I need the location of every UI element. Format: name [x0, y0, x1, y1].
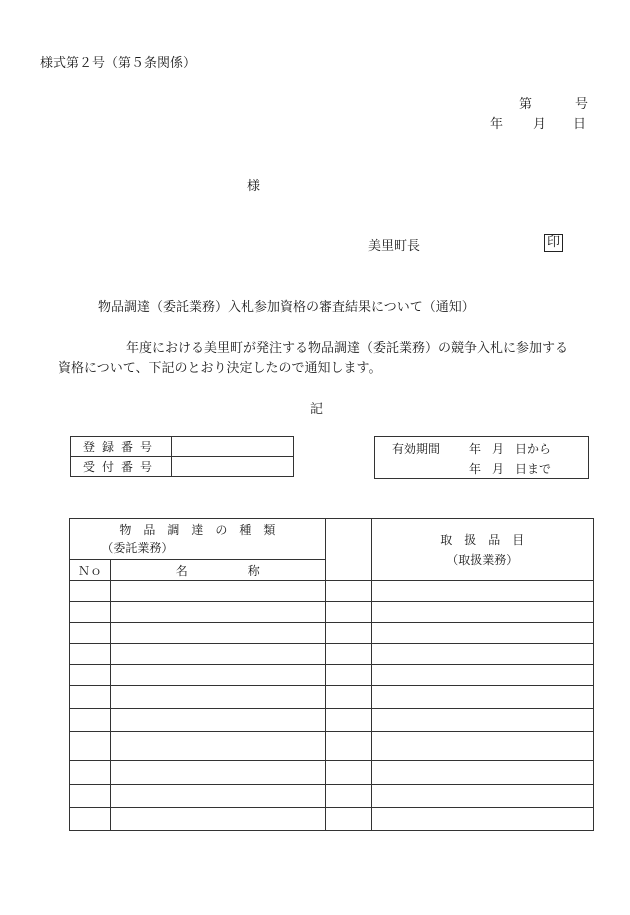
- registration-table: [70, 436, 294, 477]
- table-row: [70, 644, 594, 665]
- table-row: [70, 665, 594, 686]
- date-year: 年: [490, 117, 504, 132]
- ki-heading: 記: [310, 402, 324, 417]
- table-row: [70, 602, 594, 623]
- handling-header-cell: [371, 519, 593, 581]
- table-row: [70, 686, 594, 709]
- reception-number-value: [172, 457, 294, 477]
- date-month: 月: [533, 117, 547, 132]
- body-line-2: 資格について、下記のとおり決定したので通知します。: [58, 361, 382, 376]
- validity-label: 有効期間: [392, 442, 441, 456]
- registration-number-label: 登録番号: [71, 437, 172, 457]
- issuer-title: 美里町長: [368, 239, 421, 254]
- table-row: [70, 785, 594, 808]
- validity-from-year: 年: [469, 442, 482, 456]
- procurement-table: [69, 518, 594, 831]
- validity-to-year: 年: [469, 462, 482, 476]
- category-header: 物 品 調 達 の 種 類: [119, 523, 276, 537]
- name-header: 名 称: [110, 560, 325, 581]
- table-row: [70, 581, 594, 602]
- date-day: 日: [573, 117, 587, 132]
- validity-from-suffix: 日から: [515, 442, 552, 456]
- blank-header-cell: [325, 519, 371, 581]
- registration-number-value: [172, 437, 294, 457]
- body-line-1: 年度における美里町が発注する物品調達（委託業務）の競争入札に参加する: [126, 341, 569, 356]
- table-row: [70, 761, 594, 785]
- table-row: [70, 808, 594, 831]
- subject-title: 物品調達（委託業務）入札参加資格の審査結果について（通知）: [98, 300, 475, 315]
- form-number: 様式第２号（第５条関係）: [40, 56, 197, 71]
- category-header-cell: [70, 519, 326, 560]
- validity-to-month: 月: [492, 462, 505, 476]
- validity-from-month: 月: [492, 442, 505, 456]
- table-row: [70, 709, 594, 732]
- category-subheader: （委託業務）: [101, 541, 174, 555]
- document-number-suffix: 号: [575, 97, 589, 112]
- validity-to-suffix: 日まで: [515, 462, 552, 476]
- reception-number-label: 受付番号: [71, 457, 172, 477]
- handling-subheader: （取扱業務）: [446, 552, 519, 567]
- seal-stamp: 印: [544, 234, 563, 252]
- handling-header: 取 扱 品 目: [440, 532, 525, 547]
- document-number-label: 第: [519, 97, 533, 112]
- table-row: [70, 623, 594, 644]
- addressee-suffix: 様: [247, 179, 261, 194]
- no-header: Ｎｏ: [70, 560, 111, 581]
- table-row: [70, 732, 594, 761]
- validity-period-box: [374, 436, 589, 479]
